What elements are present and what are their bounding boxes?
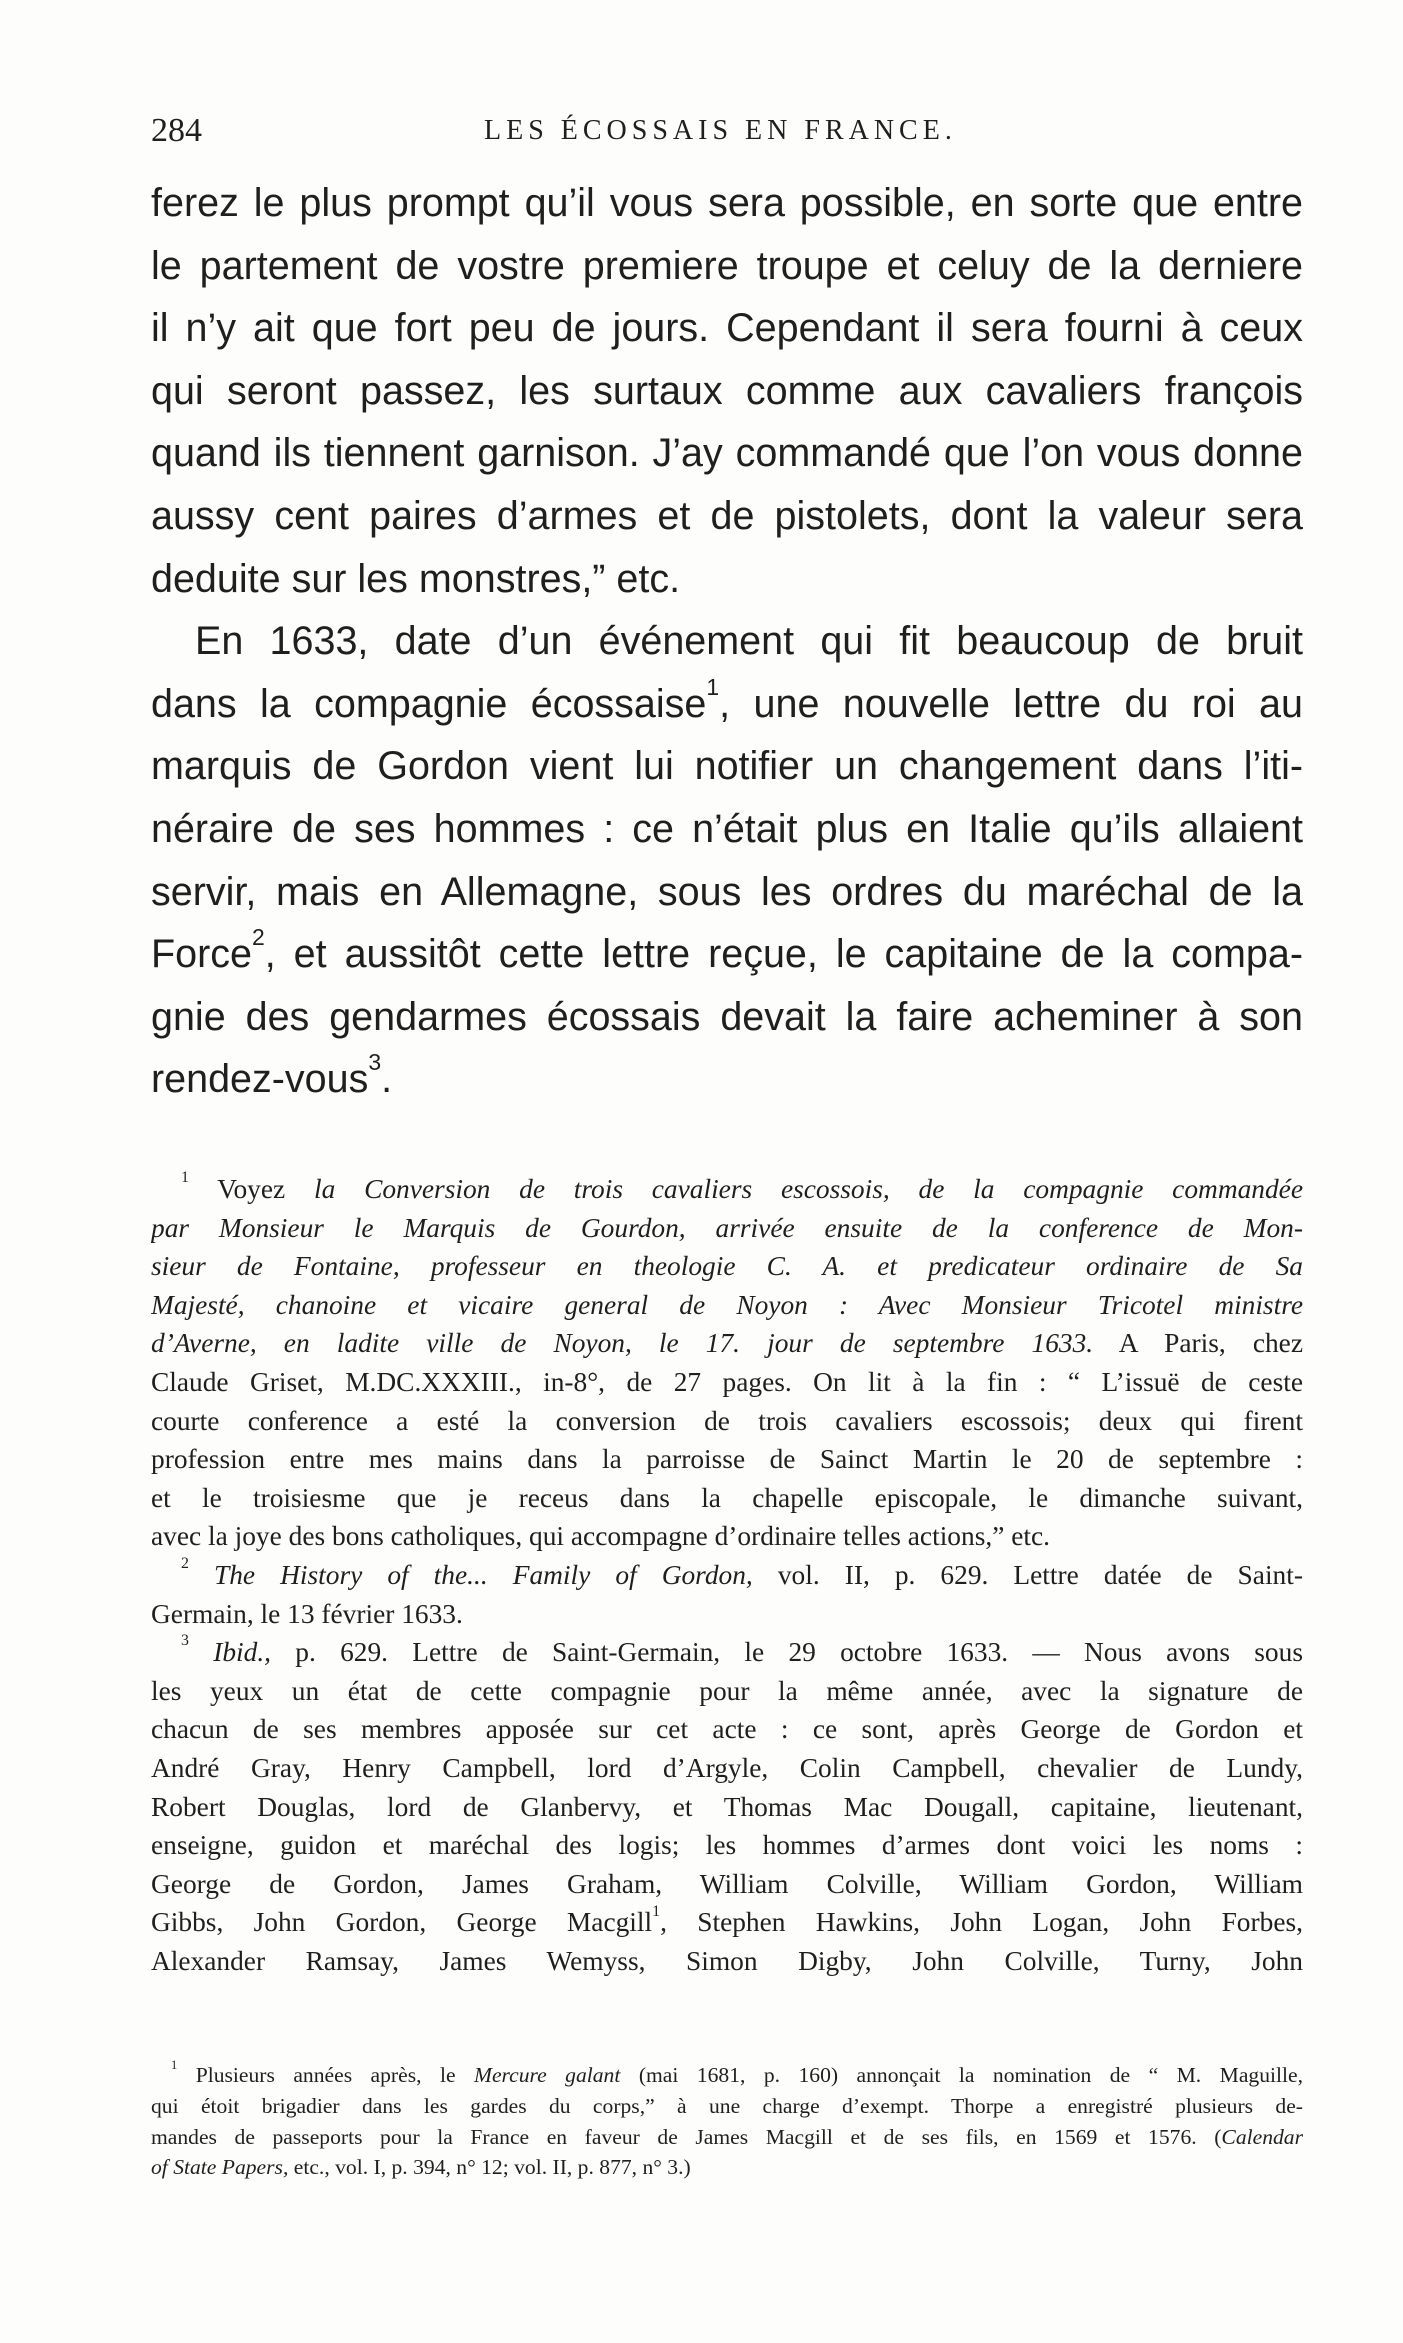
sub-footnote-line — [151, 2152, 1303, 2183]
text-line — [151, 923, 1303, 986]
text-line: le partement de vostre premiere troupe et celuy de la derniere — [151, 243, 1303, 288]
text-segment: Mercure galant — [473, 2063, 621, 2087]
text-segment: vol. II, p. 629. Lettre datée de Saint- — [777, 1559, 1303, 1590]
footnote-3-line: enseigne, guidon et maréchal des logis; les hommes d’armes dont voici les noms : — [151, 1830, 1303, 1861]
text-line: En 1633, date d’un événement qui fit beaucoup de bruit — [195, 619, 1303, 664]
footnote-ref: 3 — [368, 1049, 382, 1076]
footnote-ref: 1 — [652, 1903, 661, 1920]
page-number: 284 — [151, 112, 202, 149]
text-segment: dans la compagnie écossaise — [151, 681, 707, 726]
footnote-marker: 2 — [181, 1555, 189, 1573]
text-line: gnie des gendarmes écossais devait la faire acheminer à son — [151, 994, 1303, 1039]
text-line: quand ils tiennent garnison. J’ay commandé que l’on vous donne — [151, 431, 1303, 476]
text-line: marquis de Gordon vient lui notifier un changement dans l’iti- — [151, 744, 1303, 789]
text-segment: of State Papers, — [151, 2155, 289, 2180]
text-line: ferez le plus prompt qu’il vous sera possible, en sorte que entre — [151, 181, 1303, 225]
text-segment: (mai 1681, p. 160) annonçait la nomination de “ M. Maguille, — [638, 2063, 1303, 2087]
footnote-1-line — [151, 1170, 1303, 1209]
text-segment: Plusieurs années après, le — [195, 2063, 456, 2087]
sub-footnote-line — [151, 2122, 1303, 2153]
text-segment: The History of the... Family of Gordon, — [213, 1559, 753, 1590]
text-segment: etc., vol. I, p. 394, n° 12; vol. II, p. 877, n° 3.) — [293, 2155, 691, 2180]
footnote-3-line — [151, 1633, 1303, 1672]
running-head — [151, 112, 1303, 162]
text-segment: , et aussitôt cette lettre reçue, le capitaine de la compa- — [264, 932, 1303, 977]
text-segment: la Conversion de trois cavaliers escossois, de la compagnie commandée — [313, 1174, 1303, 1204]
footnote-marker: 3 — [181, 1633, 189, 1650]
text-segment: d’Averne, en ladite ville de Noyon, le 17. jour de septembre 1633. — [151, 1328, 1094, 1359]
text-segment: Voyez — [217, 1174, 286, 1204]
footnotes — [151, 1170, 1303, 1980]
text-line — [151, 673, 1303, 736]
footnote-1-line: et le troisiesme que je receus dans la chapelle episcopale, le dimanche suivant, — [151, 1482, 1303, 1513]
text-segment: A Paris, chez — [1118, 1328, 1303, 1359]
footnote-1-line: courte conference a esté la conversion de trois cavaliers escossois; deux qui firent — [151, 1405, 1303, 1436]
text-line: il n’y ait que fort peu de jours. Cependant il sera fourni à ceux — [151, 306, 1303, 351]
footnote-3-line: André Gray, Henry Campbell, lord d’Argyle, Colin Campbell, chevalier de Lundy, — [151, 1752, 1303, 1783]
text-line: aussy cent paires d’armes et de pistolets, dont la valeur sera — [151, 493, 1303, 538]
footnote-ref: 1 — [706, 673, 720, 700]
footnote-1-line — [151, 1324, 1303, 1363]
text-segment: . — [381, 1057, 393, 1102]
text-segment: , Stephen Hawkins, John Logan, John Forbes, — [660, 1907, 1303, 1938]
main-text — [151, 172, 1303, 1111]
sub-footnote-line: qui étoit brigadier dans les gardes du corps,” à une charge d’exempt. Thorpe a enregistré plusieurs de- — [151, 2093, 1303, 2118]
footnote-1-line — [151, 1247, 1303, 1286]
footnote-3-line — [151, 1903, 1303, 1942]
text-line — [151, 1048, 1303, 1111]
text-line: qui seront passez, les surtaux comme aux cavaliers françois — [151, 368, 1303, 413]
footnote-3-line: chacun de ses membres apposée sur cet acte : ce sont, après George de Gordon et — [151, 1714, 1303, 1745]
footnote-1-line: profession entre mes mains dans la parroisse de Sainct Martin le 20 de septembre : — [151, 1444, 1303, 1475]
footnote-3-line: Alexander Ramsay, James Wemyss, Simon Digby, John Colville, Turny, John — [151, 1945, 1303, 1976]
footnote-2-line: Germain, le 13 février 1633. — [151, 1598, 463, 1629]
sub-footnote-line — [151, 2060, 1303, 2091]
footnote-3-line: les yeux un état de cette compagnie pour la même année, avec la signature de — [151, 1675, 1303, 1706]
footnote-1-line — [151, 1209, 1303, 1248]
footnote-3-line: George de Gordon, James Graham, William Colville, William Gordon, William — [151, 1868, 1303, 1899]
text-segment: par Monsieur le Marquis de Gourdon, arrivée ensuite de la conference de Mon- — [151, 1212, 1303, 1243]
footnote-1-line: Claude Griset, M.DC.XXXIII., in-8°, de 27 pages. On lit à la fin : “ L’issuë de ceste — [151, 1366, 1303, 1397]
text-segment: p. 629. Lettre de Saint-Germain, le 29 octobre 1633. — Nous avons sous — [295, 1637, 1303, 1668]
footnote-marker: 1 — [181, 1170, 189, 1187]
text-segment: Force — [151, 932, 252, 977]
text-line: néraire de ses hommes : ce n’était plus en Italie qu’ils allaient — [151, 806, 1303, 851]
text-segment: mandes de passeports pour la France en faveur de James Macgill et de ses fils, en 1569 et 1576. ( — [151, 2124, 1222, 2149]
footnote-3-line: Robert Douglas, lord de Glanbervy, et Thomas Mac Dougall, capitaine, lieutenant, — [151, 1791, 1303, 1822]
footnote-marker: 1 — [171, 2060, 178, 2073]
sub-footnote — [151, 2060, 1303, 2183]
footnote-2-line — [151, 1556, 1303, 1595]
footnote-ref: 2 — [251, 923, 265, 950]
text-segment: Calendar — [1221, 2124, 1303, 2149]
running-title: LES ÉCOSSAIS EN FRANCE. — [484, 115, 957, 146]
text-segment: Gibbs, John Gordon, George Macgill — [151, 1907, 653, 1938]
text-line: servir, mais en Allemagne, sous les ordres du maréchal de la — [151, 869, 1303, 914]
footnote-1-line: avec la joye des bons catholiques, qui accompagne d’ordinaire telles actions,” etc. — [151, 1521, 1050, 1552]
text-segment: rendez-vous — [151, 1057, 369, 1102]
text-line: deduite sur les monstres,” etc. — [151, 556, 681, 601]
text-segment: Ibid., — [213, 1637, 272, 1668]
text-segment: Majesté, chanoine et vicaire general de Noyon : Avec Monsieur Tricotel ministre — [151, 1289, 1303, 1320]
text-segment: , une nouvelle lettre du roi au — [719, 681, 1303, 726]
footnote-1-line — [151, 1286, 1303, 1325]
text-segment: sieur de Fontaine, professeur en theologie C. A. et predicateur ordinaire de Sa — [151, 1251, 1303, 1282]
